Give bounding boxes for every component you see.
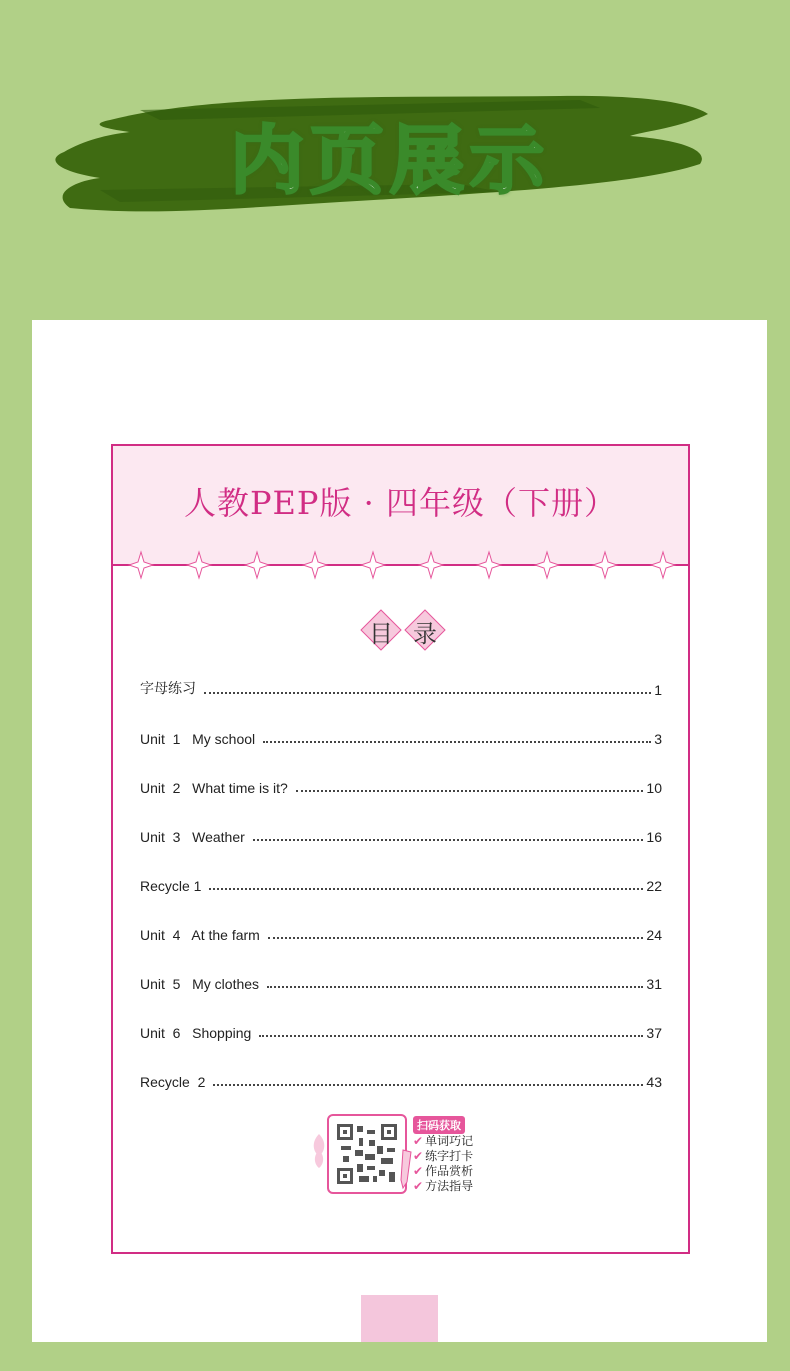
banner-title: 内页展示 bbox=[230, 118, 550, 204]
toc-heading bbox=[359, 608, 449, 652]
qr-feature-item bbox=[413, 1149, 503, 1164]
toc-row[interactable] bbox=[140, 723, 662, 747]
toc-row[interactable] bbox=[140, 870, 662, 894]
toc-page-number: 22 bbox=[646, 878, 662, 894]
toc-row[interactable] bbox=[140, 674, 662, 698]
toc-page-number: 3 bbox=[654, 731, 662, 747]
toc-leader bbox=[268, 937, 644, 939]
toc-leader bbox=[263, 741, 651, 743]
toc-row[interactable] bbox=[140, 968, 662, 992]
check-icon: ✔ bbox=[413, 1134, 424, 1148]
book-header bbox=[113, 446, 688, 566]
toc-leader bbox=[213, 1084, 643, 1086]
star-divider bbox=[113, 550, 688, 580]
toc-row[interactable] bbox=[140, 1017, 662, 1041]
qr-feature-item bbox=[413, 1164, 503, 1179]
toc-leader bbox=[296, 790, 644, 792]
check-icon: ✔ bbox=[413, 1179, 424, 1193]
toc-label: Unit 5 My clothes bbox=[140, 976, 260, 992]
toc-heading-char: 录 bbox=[413, 620, 437, 648]
toc-page-number: 16 bbox=[646, 829, 662, 845]
qr-feature-label: 方法指导 bbox=[425, 1179, 474, 1193]
toc-page-number: 37 bbox=[646, 1025, 662, 1041]
toc-label: Unit 2 What time is it? bbox=[140, 780, 288, 796]
qr-feature-label: 单词巧记 bbox=[425, 1134, 474, 1148]
toc-label: Unit 3 Weather bbox=[140, 829, 245, 845]
banner bbox=[40, 80, 740, 230]
qr-feature-item bbox=[413, 1179, 503, 1194]
toc-leader bbox=[253, 839, 644, 841]
check-icon: ✔ bbox=[413, 1164, 424, 1178]
toc-heading-char: 目 bbox=[369, 620, 393, 648]
toc-leader bbox=[204, 692, 651, 694]
toc-leader bbox=[259, 1035, 643, 1037]
toc-page-number: 1 bbox=[654, 682, 662, 698]
qr-feature-label: 练字打卡 bbox=[425, 1149, 474, 1163]
toc-leader bbox=[267, 986, 643, 988]
toc-row[interactable] bbox=[140, 919, 662, 943]
toc-label: 字母练习 bbox=[140, 680, 196, 696]
qr-code-icon bbox=[337, 1124, 397, 1184]
toc-label: Recycle 2 bbox=[140, 1074, 206, 1090]
toc-label: Unit 4 At the farm bbox=[140, 927, 260, 943]
toc-leader bbox=[209, 888, 643, 890]
toc-page-number: 24 bbox=[646, 927, 662, 943]
qr-code-frame[interactable] bbox=[327, 1114, 407, 1194]
page-preview bbox=[32, 320, 767, 1342]
check-icon: ✔ bbox=[413, 1149, 424, 1163]
toc-row[interactable] bbox=[140, 821, 662, 845]
toc-label: Recycle 1 bbox=[140, 878, 202, 894]
toc-row[interactable] bbox=[140, 772, 662, 796]
qr-badge: 扫码获取 bbox=[413, 1116, 465, 1134]
toc-label: Unit 6 Shopping bbox=[140, 1025, 252, 1041]
toc-page-number: 10 bbox=[646, 780, 662, 796]
qr-feature-label: 作品赏析 bbox=[425, 1164, 474, 1178]
book-title: 人教PEP版 · 四年级（下册） bbox=[184, 484, 617, 522]
toc-page-number: 31 bbox=[646, 976, 662, 992]
pencil-icon bbox=[399, 1146, 413, 1190]
qr-feature-item bbox=[413, 1134, 503, 1149]
toc-label: Unit 1 My school bbox=[140, 731, 256, 747]
qr-info bbox=[413, 1114, 503, 1194]
toc-page-number: 43 bbox=[646, 1074, 662, 1090]
bottom-tab bbox=[361, 1295, 438, 1342]
book-page bbox=[111, 444, 690, 1254]
leaf-icon bbox=[311, 1132, 327, 1172]
toc-row[interactable] bbox=[140, 1066, 662, 1090]
